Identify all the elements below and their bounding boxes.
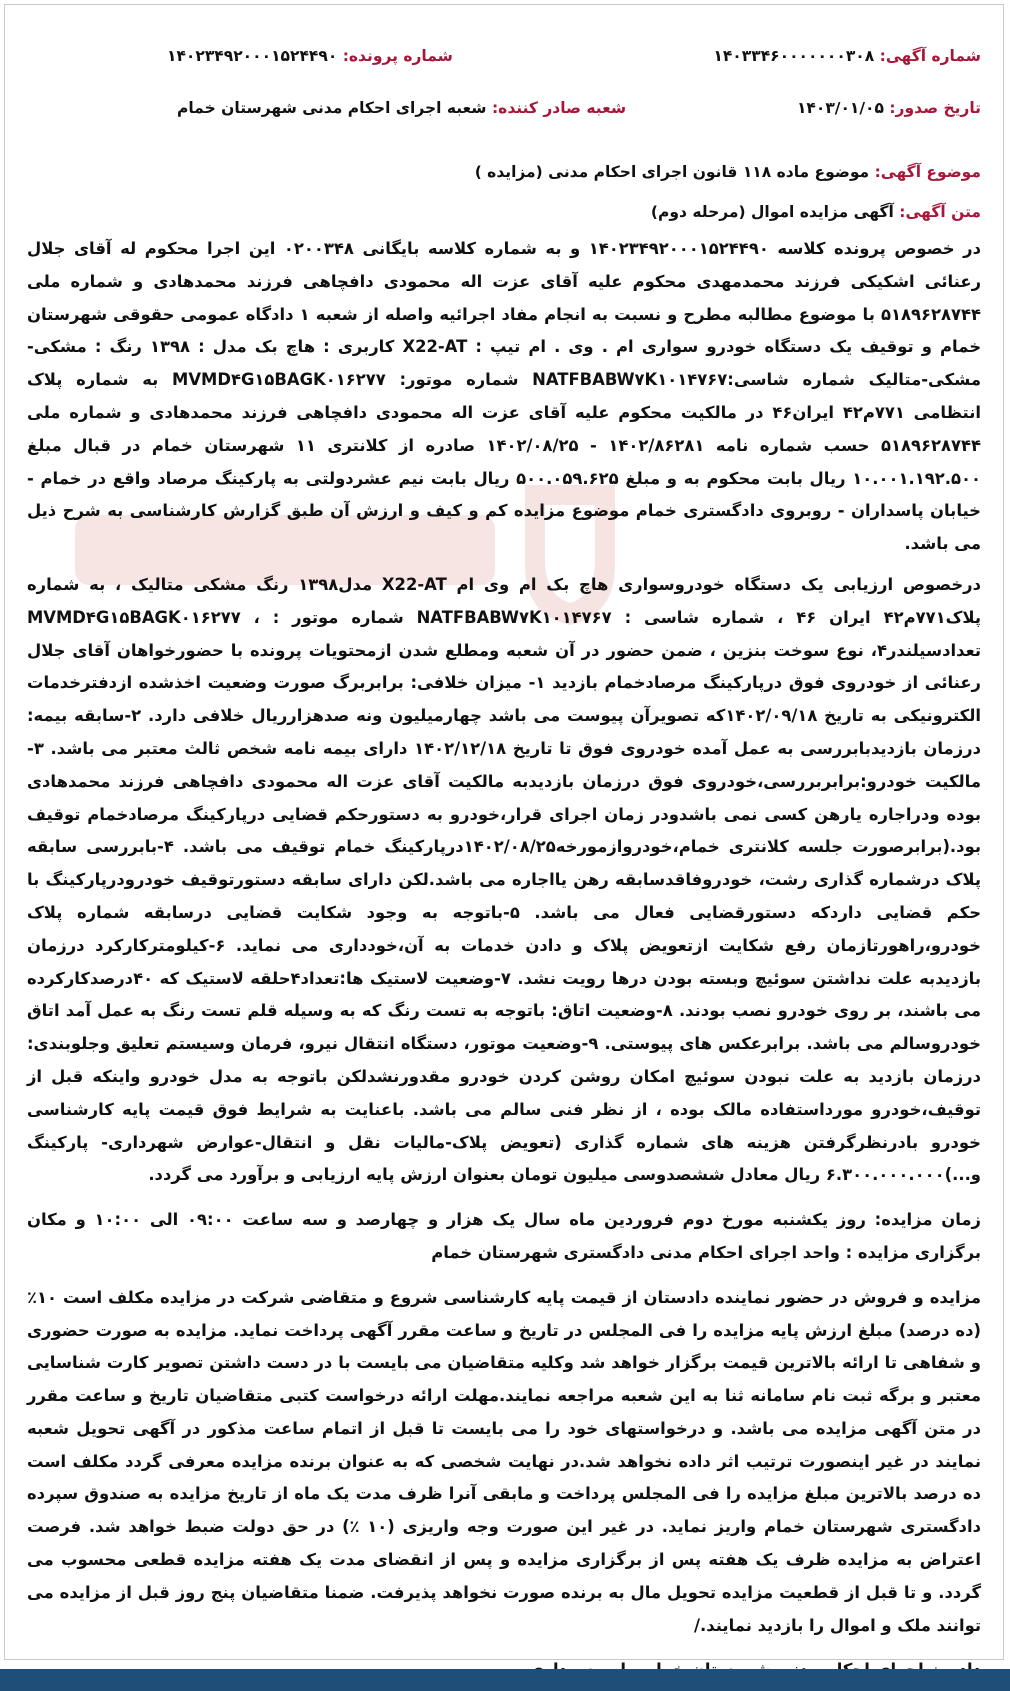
meta-row-numbers bbox=[27, 43, 981, 95]
document-frame bbox=[4, 4, 1004, 1660]
paragraph-auction-time: زمان مزایده: روز یکشنبه مورخ دوم فروردین ماه سال یک هزار و چهارصد و سه ساعت ۰۹:۰۰ الی ۱۰:۰۰ و مکان برگزاری مزایده : واحد اجرای احکام مدنی دادگستری شهرستان خمام bbox=[21, 1210, 981, 1262]
file-number-label: شماره پرونده: bbox=[342, 47, 453, 65]
meta-row-issue bbox=[27, 95, 981, 147]
notice-body-title bbox=[27, 197, 981, 227]
issuer bbox=[177, 95, 626, 121]
notice-body-title-label: متن آگهی: bbox=[899, 203, 981, 221]
ad-number bbox=[713, 43, 981, 69]
footer-bar bbox=[0, 1669, 1010, 1691]
notice-document bbox=[21, 43, 982, 1686]
issue-date-label: تاریخ صدور: bbox=[889, 99, 981, 117]
ad-number-value: ۱۴۰۳۳۴۶۰۰۰۰۰۰۰۳۰۸ bbox=[713, 47, 875, 65]
notice-topic bbox=[27, 157, 981, 187]
file-number bbox=[167, 43, 453, 69]
notice-topic-value: موضوع ماده ۱۱۸ قانون اجرای احکام مدنی (مزایده ) bbox=[474, 163, 870, 181]
paragraph-auction-terms: مزایده و فروش در حضور نماینده دادستان از قیمت پایه کارشناسی شروع و متقاضی شرکت در مزایده مکلف است ۱۰٪ (ده درصد) مبلغ ارزش پایه مزایده را فی المجلس در تاریخ و ساعت مقرر آگهی پرداخت نماید. مزایده به صورت حضوری و شفاهی تا ارائه بالاترین قیمت برگزار خواهد شد وکلیه متقاضیان می بایست با در دست داشتن تصویر کارت شناسایی معتبر و برگه ثبت نام سامانه ثنا به این شعبه مراجعه نمایند.مهلت ارائه درخواست کتبی متقاضیان تاریخ و ساعت مقرر در متن آگهی مزایده می باشد. و درخواستهای خود را می بایست تا قبل از اتمام ساعت مذکور در آگهی تحویل شعبه نمایند در غیر اینصورت ترتیب اثر داده نخواهد شد.در نهایت شخصی که به عنوان برنده مزایده معرفی گردد مکلف است ده درصد بالاترین مبلغ مزایده را فی المجلس پرداخت و مابقی آنرا ظرف مدت یک ماه از تاریخ مزایده به صندوق سپرده دادگستری شهرستان خمام واریز نماید. در غیر این صورت وجه واریزی (۱۰ ٪) در حق دولت ضبط خواهد شد. فرصت اعتراض به مزایده ظرف یک هفته پس از برگزاری مزایده و پس از انقضای مدت یک هفته مزایده قطعی محسوب می گردد. و تا قبل از قطعیت مزایده تحویل مال به برنده صورت نخواهد پذیرفت. ضمنا متقاضیان پنج روز قبل از مزایده می توانند ملک و اموال را بازدید نمایند./ bbox=[21, 1287, 981, 1635]
notice-body-title-value: آگهی مزایده اموال (مرحله دوم) bbox=[650, 203, 894, 221]
paragraph-appraisal: درخصوص ارزیابی یک دستگاه خودروسواری هاچ بک ام وی ام X22-AT مدل۱۳۹۸ رنگ مشکی متالیک ، به شماره پلاک۷۷۱م۴۲ ایران ۴۶ ، شماره شاسی : NATFBABW۷K۱۰۱۴۷۶۷ شماره موتور : ، MVMD۴G۱۵BAGK۰۱۶۲۷۷ تعدادسیلندر۴، نوع سوخت بنزین ، ضمن حضور در آن شعبه ومطلع شدن ازمحتویات پرونده با حضورخواهان آقای جلال رعنائی از خودروی فوق درپارکینگ مرصادخمام بازدید ۱- میزان خلافی: برابربرگ صورت وضعیت اخذشده ازدفترخدمات الکترونیکی به تاریخ ۱۴۰۲/۰۹/۱۸که تصویرآن پیوست می باشد چهارمیلیون ونه صدهزارریال خلافی دارد. ۲-سابقه بیمه: درزمان بازدیدبابررسی به عمل آمده خودروی فوق تا تاریخ ۱۴۰۲/۱۲/۱۸ دارای بیمه نامه شخص ثالث معتبر می باشد. ۳-مالکیت خودرو:برابربررسی،خودروی فوق درزمان بازدیدبه مالکیت آقای عزت اله محمودی دافچاهی فرزند محمدهادی بوده ودراجاره یارهن کسی نمی باشدودر زمان اجرای قرار،خودرو به دستورحکم قضایی درپارکینگ مرصادخمام توقیف بود.(برابرصورت جلسه کلانتری خمام،خودروازمورخه۱۴۰۲/۰۸/۲۵درپارکینگ خمام توقیف می باشد. ۴-بابررسی سابقه پلاک درشماره گذاری رشت، خودروفاقدسابقه رهن یااجاره می باشد.لکن دارای سابقه دستورتوقیف خودرودرپارکینگ با حکم قضایی داردکه دستورقضایی فعال می باشد. ۵-باتوجه به وجود شکایت قضایی درسابقه شماره پلاک خودرو،راهورتازمان رفع شکایت ازتعویض پلاک و دادن خدمات به آن،خودداری می نماید. ۶-کیلومترکارکرد درزمان بازدیدبه علت نداشتن سوئیچ وبسته بودن درها رویت نشد. ۷-وضعیت لاستیک ها:تعداد۴حلقه لاستیک که ۴۰درصدکارکرده می باشند، بر روی خودرو نصب بودند. ۸-وضعیت اتاق: باتوجه به تست رنگ که به وسیله قلم تست رنگ به عمل آمد اتاق خودروسالم می باشد. برابرعکس های پیوستی. ۹-وضعیت موتور، دستگاه انتقال نیرو، فرمان وسیستم تعلیق وجلوبندی: درزمان بازدید به علت نبودن سوئیچ امکان روشن کردن خودرو مقدورنشدلکن باتوجه به مدل خودرو واینکه قبل از توقیف،خودرو مورداستفاده مالک بوده ، از نظر فنی سالم می باشد. باعنایت به شرایط فوق قیمت پایه کارشناسی خودرو بادرنظرگرفتن هزینه های شماره گذاری (تعویض پلاک-مالیات نقل و انتقال-عوارض شهرداری- پارکینگ و...)۶.۳۰۰.۰۰۰.۰۰۰ ریال معادل ششصدوسی میلیون تومان بعنوان ارزش پایه ارزیابی و برآورد می گردد. bbox=[21, 574, 982, 1185]
issuer-label: شعبه صادر کننده: bbox=[491, 99, 627, 117]
issuer-value: شعبه اجرای احکام مدنی شهرستان خمام bbox=[177, 99, 487, 117]
file-number-value: ۱۴۰۲۳۴۹۲۰۰۰۱۵۲۴۴۹۰ bbox=[167, 47, 338, 65]
ad-number-label: شماره آگهی: bbox=[879, 47, 981, 65]
notice-topic-label: موضوع آگهی: bbox=[874, 163, 981, 181]
paragraph-case: در خصوص پرونده کلاسه ۱۴۰۲۳۴۹۲۰۰۰۱۵۲۴۴۹۰ و به شماره کلاسه بایگانی ۰۲۰۰۳۴۸ این اجرا محکوم له آقای جلال رعنائی اشکیکی فرزند محمدمهدی محکوم علیه آقای عزت اله محمودی دافچاهی فرزند محمدهادی و شماره ملی ۵۱۸۹۶۲۸۷۴۴ با موضوع مطالبه مطرح و نسبت به انجام مفاد اجرائیه واصله از شعبه ۱ دادگاه عمومی حقوقی شهرستان خمام و توقیف یک دستگاه خودرو سواری ام . وی . ام تیپ : X22-AT کاربری : هاچ بک مدل : ۱۳۹۸ رنگ : مشکی-مشکی-متالیک شماره شاسی:NATFBABW۷K۱۰۱۴۷۶۷ شماره موتور: MVMD۴G۱۵BAGK۰۱۶۲۷۷ به شماره پلاک انتظامی ۷۷۱م۴۲ ایران۴۶ در مالکیت محکوم علیه آقای عزت اله محمودی دافچاهی فرزند محمدهادی و شماره ملی ۵۱۸۹۶۲۸۷۴۴ حسب شماره نامه ۱۴۰۲/۸۶۲۸۱ - ۱۴۰۲/۰۸/۲۵ صادره از کلانتری ۱۱ شهرستان خمام در قبال مبلغ ۱۰.۰۰۱.۱۹۲.۵۰۰ ریال بابت محکوم به و مبلغ ۵۰۰.۰۵۹.۶۲۵ ریال بابت نیم عشردولتی به پارکینگ مرصاد واقع در خمام - خیابان پاسداران - روبروی دادگستری خمام موضوع مزایده کم و کیف و ارزش آن طبق گزارش کارشناسی به شرح ذیل می باشد. bbox=[21, 239, 982, 554]
issue-date-value: ۱۴۰۳/۰۱/۰۵ bbox=[796, 99, 884, 117]
issue-date bbox=[797, 95, 981, 121]
